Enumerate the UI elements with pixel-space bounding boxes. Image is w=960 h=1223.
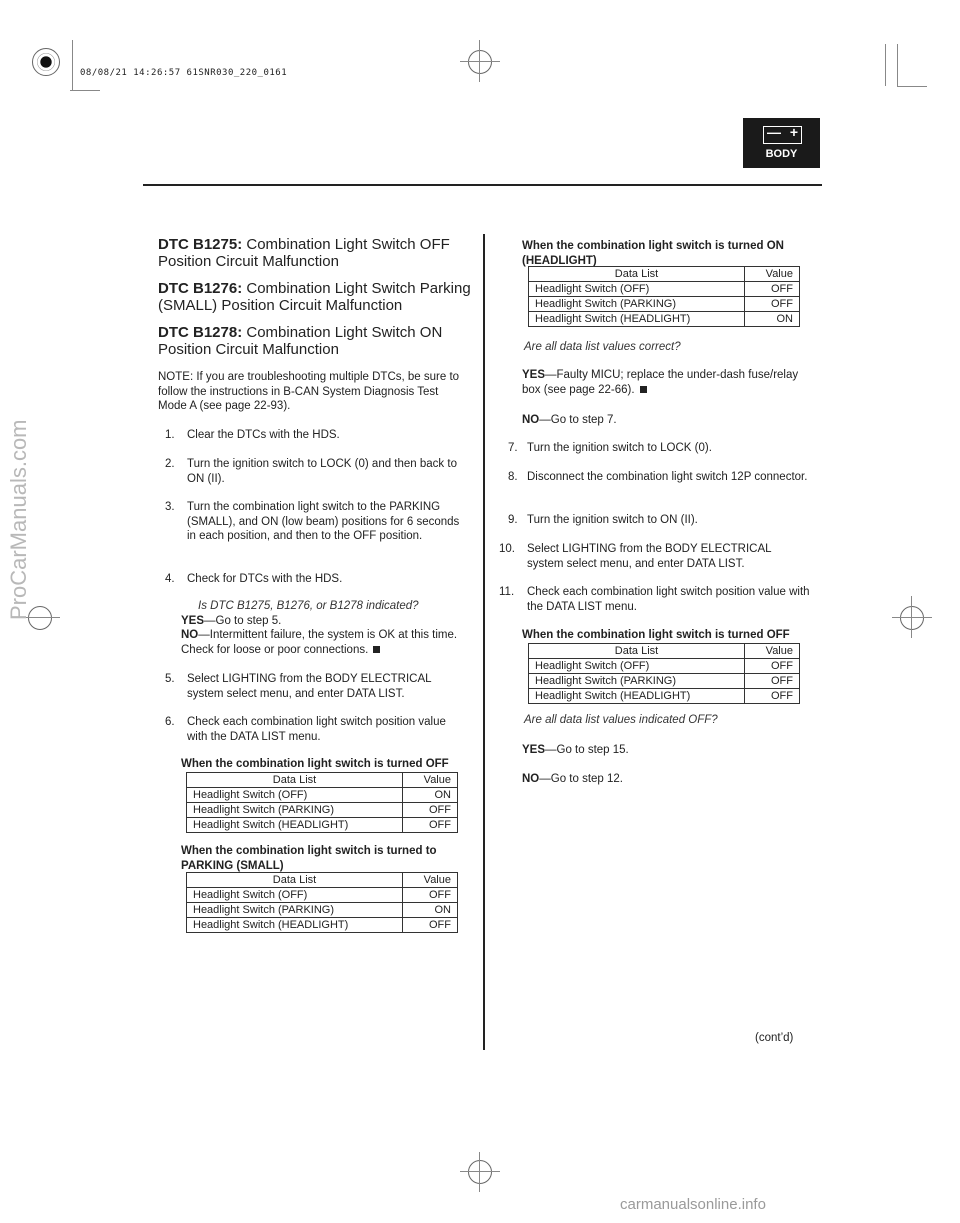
- registration-mark-icon: [900, 606, 924, 630]
- dtc-heading-b1276: DTC B1276: Combination Light Switch Parking (SMALL) Position Circuit Malfunction: [158, 280, 471, 314]
- crop-mark-icon: [460, 61, 500, 62]
- table-row: Headlight Switch (HEADLIGHT) OFF: [529, 689, 800, 704]
- body-section-badge: [743, 118, 820, 168]
- step-5: 5. Select LIGHTING from the BODY ELECTRICAL system select menu, and enter DATA LIST.: [165, 673, 432, 700]
- dtc-heading-b1275: DTC B1275: Combination Light Switch OFF Position Circuit Malfunction: [158, 236, 450, 270]
- data-table-on: Data List Value Headlight Switch (OFF) OFF Headlight Switch (PARKING) OFF Headlight Switch (HEADLIGHT) ON: [528, 266, 800, 327]
- table-row: Headlight Switch (PARKING) ON: [187, 903, 458, 918]
- yes-answer-2: YES — Faulty MICU; replace the under-dash fuse/relay box (see page 22-66).: [522, 368, 812, 397]
- crop-mark-icon: [479, 1152, 480, 1192]
- table-row: Headlight Switch (OFF) OFF: [529, 659, 800, 674]
- question-dtc-indicated: Is DTC B1275, B1276, or B1278 indicated?: [198, 600, 419, 612]
- continued-label: (cont’d): [755, 1032, 794, 1044]
- note-text: NOTE: If you are troubleshooting multiple DTCs, be sure to follow the instructions in B-CAN System Diagnosis Test Mode A (see page 22-93).: [158, 371, 460, 412]
- header-rule: [143, 184, 822, 186]
- crop-mark-icon: [897, 44, 898, 86]
- step-8: 8. Disconnect the combination light switch 12P connector.: [508, 471, 808, 483]
- end-square-icon: [373, 646, 380, 653]
- table-row: Headlight Switch (HEADLIGHT) ON: [529, 312, 800, 327]
- step-11: 11. Check each combination light switch position value with the DATA LIST menu.: [499, 586, 810, 613]
- registration-mark-icon: [468, 50, 492, 74]
- watermark-bottom: carmanualsonline.info: [620, 1196, 766, 1213]
- crop-mark-icon: [72, 40, 73, 90]
- dtc-heading-b1278: DTC B1278: Combination Light Switch ON Position Circuit Malfunction: [158, 324, 443, 358]
- table-row: Headlight Switch (OFF) OFF: [529, 282, 800, 297]
- table-row: Headlight Switch (PARKING) OFF: [529, 297, 800, 312]
- question-values-off: Are all data list values indicated OFF?: [524, 714, 718, 726]
- step-7: 7. Turn the ignition switch to LOCK (0).: [508, 442, 712, 454]
- step-9: 9. Turn the ignition switch to ON (II).: [508, 514, 698, 526]
- table-row: Headlight Switch (OFF) ON: [187, 788, 458, 803]
- crop-mark-icon: [892, 617, 932, 618]
- watermark-side: ProCarManuals.com: [6, 419, 31, 620]
- crop-mark-icon: [460, 1171, 500, 1172]
- no-answer-3: NO — Go to step 12.: [522, 772, 812, 787]
- table-row: Headlight Switch (HEADLIGHT) OFF: [187, 818, 458, 833]
- registration-mark-icon: [32, 48, 60, 76]
- step-6: 6. Check each combination light switch position value with the DATA LIST menu.: [165, 716, 446, 743]
- step-1: 1. Clear the DTCs with the HDS.: [165, 429, 340, 441]
- battery-icon: — +: [763, 126, 802, 144]
- print-timestamp: 08/08/21 14:26:57 61SNR030_220_0161: [80, 68, 288, 78]
- end-square-icon: [640, 386, 647, 393]
- data-table-off-2: Data List Value Headlight Switch (OFF) OFF Headlight Switch (PARKING) OFF Headlight Switch (HEADLIGHT) OFF: [528, 643, 800, 704]
- data-table-parking: Data List Value Headlight Switch (OFF) OFF Headlight Switch (PARKING) ON Headlight Switch (HEADLIGHT) OFF: [186, 872, 458, 933]
- no-answer-2: NO — Go to step 7.: [522, 413, 812, 428]
- question-values-correct: Are all data list values correct?: [524, 341, 681, 353]
- column-divider: [483, 234, 485, 1050]
- step-10: 10. Select LIGHTING from the BODY ELECTRICAL system select menu, and enter DATA LIST.: [499, 543, 772, 570]
- no-answer-1: NO — Intermittent failure, the system is OK at this time. Check for loose or poor connections.: [181, 628, 471, 657]
- table-row: Headlight Switch (OFF) OFF: [187, 888, 458, 903]
- data-table-off: Data List Value Headlight Switch (OFF) ON Headlight Switch (PARKING) OFF Headlight Switch (HEADLIGHT) OFF: [186, 772, 458, 833]
- table-row: Headlight Switch (HEADLIGHT) OFF: [187, 918, 458, 933]
- registration-mark-icon: [468, 1160, 492, 1184]
- yes-answer-1: YES — Go to step 5.: [181, 614, 471, 629]
- subheading-on: When the combination light switch is turned ON (HEADLIGHT): [522, 240, 784, 267]
- yes-answer-3: YES — Go to step 15.: [522, 743, 812, 758]
- subheading-off: When the combination light switch is turned OFF: [181, 758, 449, 770]
- table-row: Headlight Switch (PARKING) OFF: [187, 803, 458, 818]
- table-row: Headlight Switch (PARKING) OFF: [529, 674, 800, 689]
- step-4: 4. Check for DTCs with the HDS.: [165, 573, 343, 585]
- subheading-off-2: When the combination light switch is turned OFF: [522, 629, 790, 641]
- crop-mark-icon: [70, 90, 100, 91]
- step-3: 3. Turn the combination light switch to the PARKING (SMALL), and ON (low beam) positions for 6 seconds in each position, and then to the OFF position.: [165, 501, 460, 542]
- subheading-parking: When the combination light switch is turned to PARKING (SMALL): [181, 845, 437, 872]
- step-2: 2. Turn the ignition switch to LOCK (0) and then back to ON (II).: [165, 458, 457, 485]
- crop-mark-icon: [885, 44, 886, 86]
- crop-mark-icon: [897, 86, 927, 87]
- badge-label: BODY: [765, 148, 798, 160]
- crop-mark-icon: [911, 596, 912, 638]
